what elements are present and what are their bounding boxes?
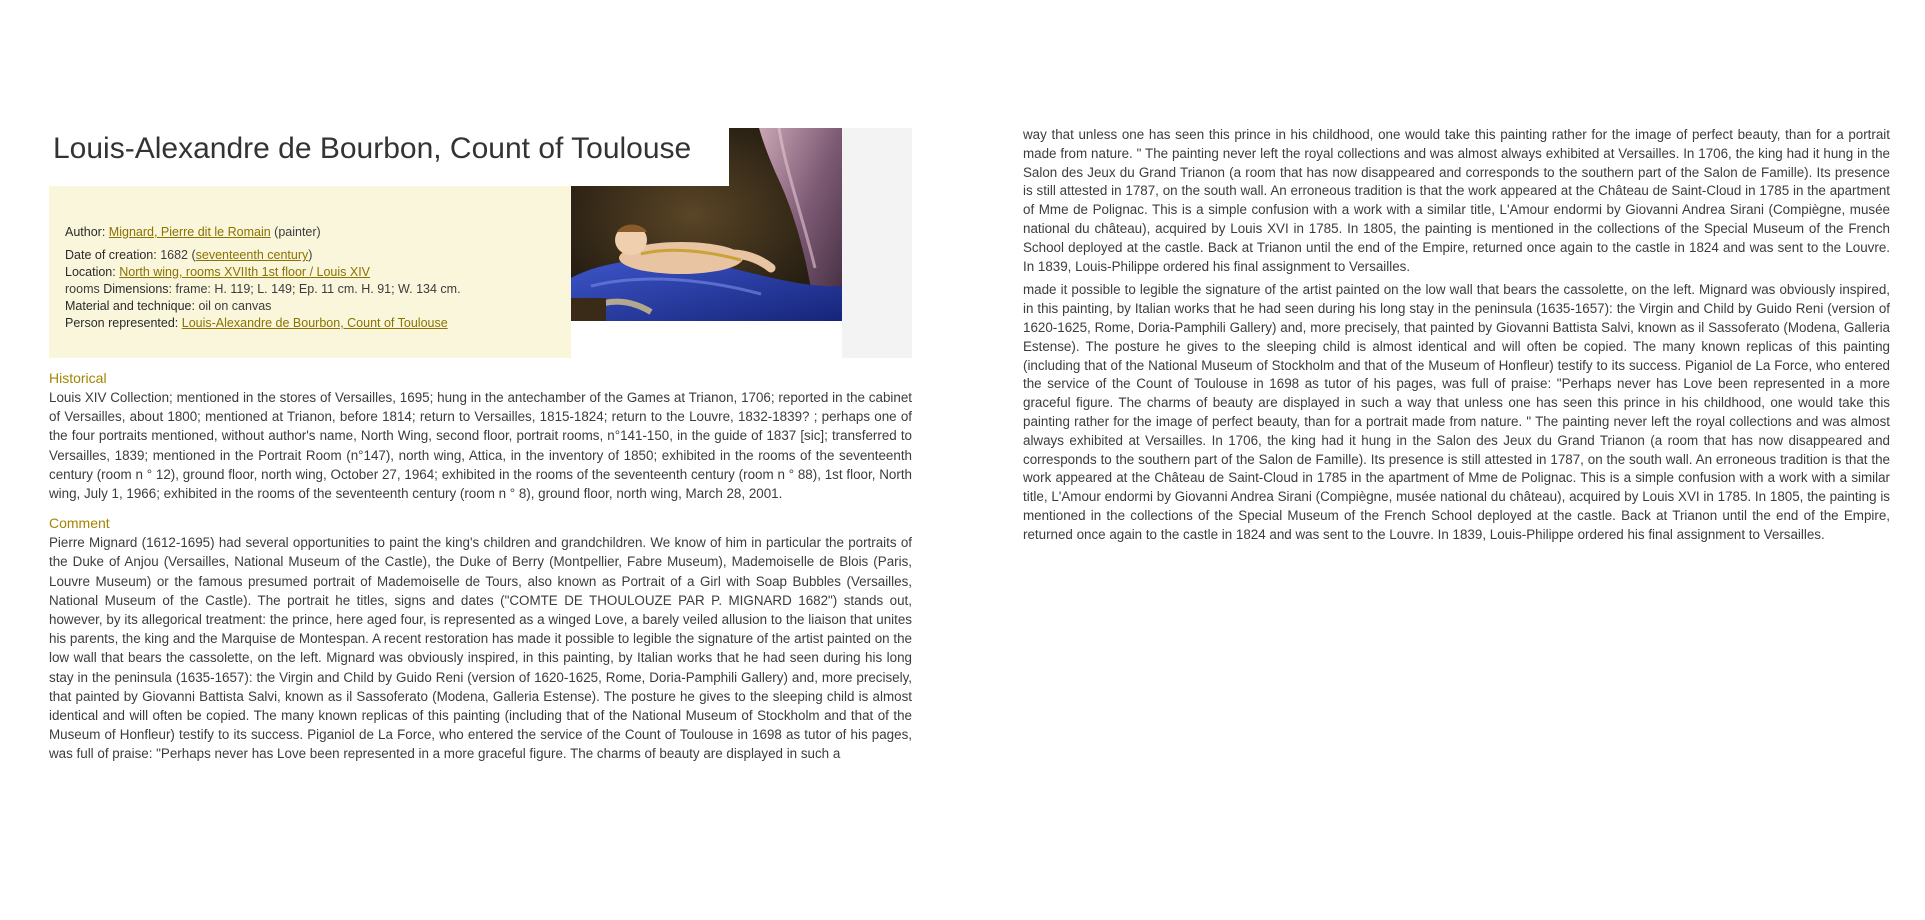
century-link[interactable]: seventeenth century bbox=[195, 248, 309, 262]
person-link[interactable]: Louis-Alexandre de Bourbon, Count of Toulouse bbox=[181, 316, 448, 330]
historical-text: Louis XIV Collection; mentioned in the stores of Versailles, 1695; hung in the antechamber of the Games at Trianon, 1706; reported in the cabinet of Versailles, about 1800; mentioned at Trianon, before 1814; return to Versailles, 1815-1824; return to the Louvre, 1832-1839? ; perhaps one of the four portraits mentioned, without author's name, North Wing, second floor, portrait rooms, n°141-150, in the guide of 1837 [sic]; transferred to Versailles, 1839; mentioned in the Portrait Room (n°147), north wing, Attica, in the inventory of 1850; exhibited in the rooms of the seventeenth century (room n ° 12), ground floor, north wing, October 27, 1964; exhibited in the rooms of the seventeenth century (room n ° 88), 1st floor, North wing, July 1, 1966; exhibited in the rooms of the seventeenth century (room n ° 8), ground floor, north wing, March 28, 2001. bbox=[49, 390, 912, 502]
author-role: (painter) bbox=[274, 225, 321, 239]
dimensions-value: frame: H. 119; L. 149; Ep. 11 cm. H. 91; W. 134 cm. bbox=[175, 282, 461, 296]
date-row bbox=[65, 247, 475, 264]
material-row bbox=[65, 298, 475, 315]
comment-text: Pierre Mignard (1612-1695) had several opportunities to paint the king's children and grandchildren. We know of him in particular the portraits of the Duke of Anjou (Versailles, National Museum of the Castle), the Duke of Berry (Montpellier, Fabre Museum), Mademoiselle de Blois (Paris, Louvre Museum) or the famous presumed portrait of Mademoiselle de Tours, also known as Portrait of a Girl with Soap Bubbles (Versailles, National Museum of the Castle). The portrait he titles, signs and dates ("COMTE DE THOULOUZE PAR P. MIGNARD 1682") stands out, however, by its allegorical treatment: the prince, here aged four, is represented as a winged Love, a barely veiled allusion to the liaison that unites his parents, the king and the Marquise de Montespan. A recent restoration has made it possible to legible the signature of the artist painted on the low wall that bears the cassolette, on the left. Mignard was obviously inspired, in this painting, by Italian works that he had seen during his long stay in the peninsula (1635-1657): the Virgin and Child by Guido Reni (version of 1620-1625, Rome, Doria-Pamphili Gallery) and, more precisely, that painted by Giovanni Battista Salvi, known as il Sassoferato (Modena, Galleria Estense). The posture he gives to the sleeping child is almost identical and will often be copied. The many known replicas of this painting (including that of the National Museum of Stockholm and that of the Museum of Honfleur) testify to its success. Piganiol de La Force, who entered the service of the Count of Toulouse in 1698 as tutor of his pages, was full of praise: "Perhaps never has Love been represented in a more graceful figure. The charms of beauty are displayed in such a bbox=[49, 535, 912, 762]
dimensions-row bbox=[65, 281, 475, 298]
dimensions-prefix: rooms bbox=[65, 282, 100, 296]
material-label: Material and technique: bbox=[65, 299, 195, 313]
material-value: oil on canvas bbox=[198, 299, 272, 313]
artwork-header bbox=[49, 128, 912, 358]
date-label: Date of creation: bbox=[65, 248, 157, 262]
repeated-paragraph: made it possible to legible the signature of the artist painted on the low wall that bears the cassolette, on the left. Mignard was obviously inspired, in this painting, by Italian works that he had seen during his long stay in the peninsula (1635-1657): the Virgin and Child by Guido Reni (version of 1620-1625, Rome, Doria-Pamphili Gallery) and, more precisely, that painted by Giovanni Battista Salvi, known as il Sassoferato (Modena, Galleria Estense). The posture he gives to the sleeping child is almost identical and will often be copied. The many known replicas of this painting (including that of the National Museum of Stockholm and that of the Museum of Honfleur) testify to its success. Piganiol de La Force, who entered the service of the Count of Toulouse in 1698 as tutor of his pages, was full of praise: "Perhaps never has Love been represented in a more graceful figure. The charms of beauty are displayed in such a way that unless one has seen this prince in his childhood, one would take this painting rather for the image of perfect beauty, than for a portrait made from nature. " The painting never left the royal collections and was almost always exhibited at Versailles. In 1706, the king had it hung in the Salon des Jeux du Grand Trianon (a room that has now disappeared and corresponds to the southern part of the Salon de Famille). Its presence is still attested in 1787, on the south wall. An erroneous tradition is that the work appeared at the Château de Saint-Cloud in 1785 in the apartment of Mme de Polignac. This is a simple confusion with a work with a similar title, L'Amour endormi by Giovanni Andrea Sirani (Compiègne, musée national du château), acquired by Louis XVI in 1785. In 1805, the painting is mentioned in the collections of the Special Museum of the French School deployed at the castle. Back at Trianon until the end of the Empire, returned once again to the castle in 1824 and was sent to the Louvre. In 1839, Louis-Philippe ordered his final assignment to Versailles. bbox=[1023, 282, 1890, 542]
left-column bbox=[49, 128, 912, 764]
info-panel bbox=[49, 186, 571, 358]
person-row bbox=[65, 315, 475, 332]
location-label: Location: bbox=[65, 265, 116, 279]
author-link[interactable]: Mignard, Pierre dit le Romain bbox=[108, 225, 271, 239]
date-value: 1682 ( bbox=[160, 248, 196, 262]
historical-heading: Historical bbox=[49, 370, 107, 386]
right-column bbox=[1023, 126, 1890, 545]
location-link[interactable]: North wing, rooms XVIIth 1st floor / Louis XIV bbox=[119, 265, 371, 279]
dimensions-label: Dimensions: bbox=[103, 282, 172, 296]
date-close: ) bbox=[308, 248, 313, 262]
header-background bbox=[842, 128, 912, 358]
comment-heading: Comment bbox=[49, 515, 110, 532]
author-label: Author: bbox=[65, 225, 106, 239]
artwork-metadata bbox=[65, 224, 475, 332]
location-row bbox=[65, 264, 475, 281]
page-title: Louis-Alexandre de Bourbon, Count of Toulouse bbox=[53, 132, 692, 165]
author-row bbox=[65, 224, 475, 241]
title-box bbox=[49, 128, 729, 186]
person-label: Person represented: bbox=[65, 316, 179, 330]
continued-paragraph: way that unless one has seen this prince in his childhood, one would take this painting rather for the image of perfect beauty, than for a portrait made from nature. " The painting never left the royal collections and was almost always exhibited at Versailles. In 1706, the king had it hung in the Salon des Jeux du Grand Trianon (a room that has now disappeared and corresponds to the southern part of the Salon de Famille). Its presence is still attested in 1787, on the south wall. An erroneous tradition is that the work appeared at the Château de Saint-Cloud in 1785 in the apartment of Mme de Polignac. This is a simple confusion with a work with a similar title, L'Amour endormi by Giovanni Andrea Sirani (Compiègne, musée national du château), acquired by Louis XVI in 1785. In 1805, the painting is mentioned in the collections of the Special Museum of the French School deployed at the castle. Back at Trianon until the end of the Empire, returned once again to the castle in 1824 and was sent to the Louvre. In 1839, Louis-Philippe ordered his final assignment to Versailles. bbox=[1023, 127, 1890, 274]
